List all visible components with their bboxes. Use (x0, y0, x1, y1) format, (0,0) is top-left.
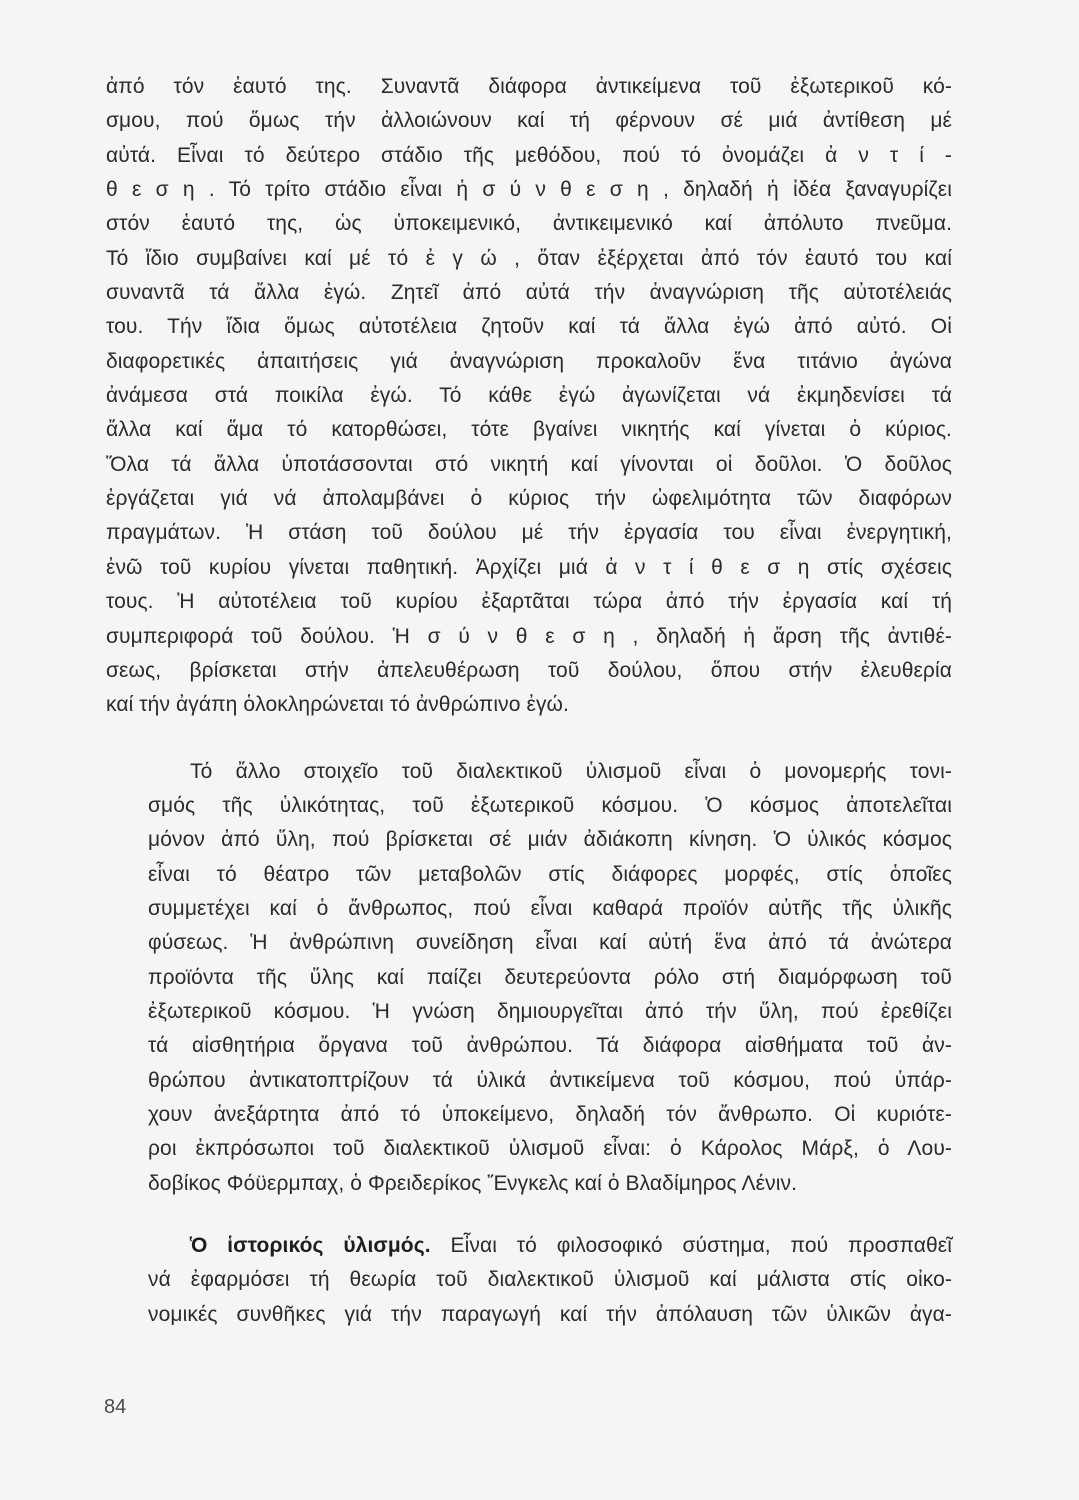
text-line: ἐργάζεται γιά νά ἀπολαμβάνει ὁ κύριος τήν ὠφελιμότητα τῶν διαφόρων (106, 487, 952, 511)
text-line: χουν ἀνεξάρτητα ἀπό τό ὑποκείμενο, δηλαδή τόν ἄνθρωπο. Οἱ κυριότε- (148, 1102, 952, 1126)
text-line: σεως, βρίσκεται στήν ἀπελευθέρωση τοῦ δούλου, ὅπου στήν ἐλευθερία (106, 658, 952, 682)
text-line: του. Τήν ἴδια ὅμως αὐτοτέλεια ζητοῦν καί τά ἄλλα ἐγώ ἀπό αὐτό. Οἱ (106, 315, 952, 339)
text-line: ροι ἐκπρόσωποι τοῦ διαλεκτικοῦ ὑλισμοῦ εἶναι: ὁ Κάρολος Μάρξ, ὁ Λου- (148, 1137, 952, 1161)
text-line: σμου, πού ὅμως τήν ἀλλοιώνουν καί τή φέρνουν σέ μιά ἀντίθεση μέ (106, 109, 952, 133)
text-line: νά ἐφαρμόσει τή θεωρία τοῦ διαλεκτικοῦ ὑλισμοῦ καί μάλιστα στίς οἰκο- (148, 1268, 952, 1292)
text-line: διαφορετικές ἀπαιτήσεις γιά ἀναγνώριση προκαλοῦν ἕνα τιτάνιο ἀγώνα (106, 349, 952, 373)
text-line: Ὅλα τά ἄλλα ὑποτάσσονται στό νικητή καί γίνονται οἱ δοῦλοι. Ὁ δοῦλος (106, 452, 952, 476)
text-line (106, 1229, 952, 1263)
text-line: τά αἰσθητήρια ὄργανα τοῦ ἀνθρώπου. Τά διάφορα αἰσθήματα τοῦ ἀν- (148, 1034, 952, 1058)
text-line: εἶναι τό θέατρο τῶν μεταβολῶν στίς διάφορες μορφές, στίς ὁποῖες (148, 862, 952, 886)
text-line: φύσεως. Ἡ ἀνθρώπινη συνείδηση εἶναι καί αὐτή ἕνα ἀπό τά ἀνώτερα (148, 931, 952, 955)
text-line: ἐξωτερικοῦ κόσμου. Ἡ γνώση δημιουργεῖται ἀπό τήν ὕλη, πού ἐρεθίζει (148, 999, 952, 1023)
text-line: δοβίκος Φόϋερμπαχ, ὁ Φρειδερίκος Ἔνγκελς καί ὁ Βλαδίμηρος Λένιν. (148, 1171, 798, 1195)
text-line: ἀνάμεσα στά ποικίλα ἐγώ. Τό κάθε ἐγώ ἀγωνίζεται νά ἐκμηδενίσει τά (106, 384, 952, 408)
text-line: ἀπό τόν ἑαυτό της. Συναντᾶ διάφορα ἀντικείμενα τοῦ ἐξωτερικοῦ κό- (106, 75, 952, 98)
page-body (106, 70, 952, 1332)
page-number: 84 (104, 1396, 127, 1418)
text-line: σμός τῆς ὑλικότητας, τοῦ ἐξωτερικοῦ κόσμου. Ὁ κόσμος ἀποτελεῖται (148, 793, 952, 817)
text-line: Τό ἄλλο στοιχεῖο τοῦ διαλεκτικοῦ ὑλισμοῦ εἶναι ὁ μονομερής τονι- (190, 759, 952, 783)
paragraph-historical-materialism (106, 1229, 952, 1332)
text-run: Εἶναι τό φιλοσοφικό σύστημα, πού προσπαθεῖ (430, 1234, 952, 1257)
text-line: αὐτά. Εἶναι τό δεύτερο στάδιο τῆς μεθόδου, πού τό ὀνομάζει ἀ ν τ ί - (106, 143, 952, 167)
paragraph-materialism (106, 755, 952, 1201)
text-line: συναντᾶ τά ἄλλα ἐγώ. Ζητεῖ ἀπό αὐτά τήν ἀναγνώριση τῆς αὐτοτέλειάς (106, 281, 952, 305)
text-line: νομικές συνθῆκες γιά τήν παραγωγή καί τήν ἀπόλαυση τῶν ὑλικῶν ἀγα- (148, 1302, 952, 1326)
text-line: πραγμάτων. Ἡ στάση τοῦ δούλου μέ τήν ἐργασία του εἶναι ἐνεργητική, (106, 521, 952, 545)
text-line: στόν ἑαυτό της, ὡς ὑποκειμενικό, ἀντικειμενικό καί ἀπόλυτο πνεῦμα. (106, 212, 952, 236)
text-line: καί τήν ἀγάπη ὁλοκληρώνεται τό ἀνθρώπινο ἐγώ. (106, 693, 569, 717)
text-line: μόνον ἀπό ὕλη, πού βρίσκεται σέ μιάν ἀδιάκοπη κίνηση. Ὁ ὑλικός κόσμος (148, 828, 952, 852)
text-line: θ ε σ η . Τό τρίτο στάδιο εἶναι ἡ σ ύ ν θ ε σ η , δηλαδή ἡ ἰδέα ξαναγυρίζει (106, 178, 952, 202)
paragraph-dialectic-method (106, 70, 952, 723)
text-line: προϊόντα τῆς ὕλης καί παίζει δευτερεύοντα ρόλο στή διαμόρφωση τοῦ (148, 965, 952, 989)
text-line: ἐνῶ τοῦ κυρίου γίνεται παθητική. Ἀρχίζει μιά ἀ ν τ ί θ ε σ η στίς σχέσεις (106, 555, 952, 579)
text-line: Τό ἴδιο συμβαίνει καί μέ τό ἐ γ ώ , ὅταν ἐξέρχεται ἀπό τόν ἑαυτό του καί (106, 246, 952, 270)
text-line: θρώπου ἀντικατοπτρίζουν τά ὑλικά ἀντικείμενα τοῦ κόσμου, πού ὑπάρ- (148, 1068, 952, 1092)
section-term: Ὁ ἱστορικός ὑλισμός. (190, 1234, 431, 1257)
text-line: ἄλλα καί ἅμα τό κατορθώσει, τότε βγαίνει νικητής καί γίνεται ὁ κύριος. (106, 418, 952, 442)
text-line: συμμετέχει καί ὁ ἄνθρωπος, πού εἶναι καθαρά προϊόν αὐτῆς τῆς ὑλικῆς (148, 896, 952, 920)
text-line: συμπεριφορά τοῦ δούλου. Ἡ σ ύ ν θ ε σ η , δηλαδή ἡ ἄρση τῆς ἀντιθέ- (106, 624, 952, 648)
text-line: τους. Ἡ αὐτοτέλεια τοῦ κυρίου ἐξαρτᾶται τώρα ἀπό τήν ἐργασία καί τή (106, 590, 952, 614)
